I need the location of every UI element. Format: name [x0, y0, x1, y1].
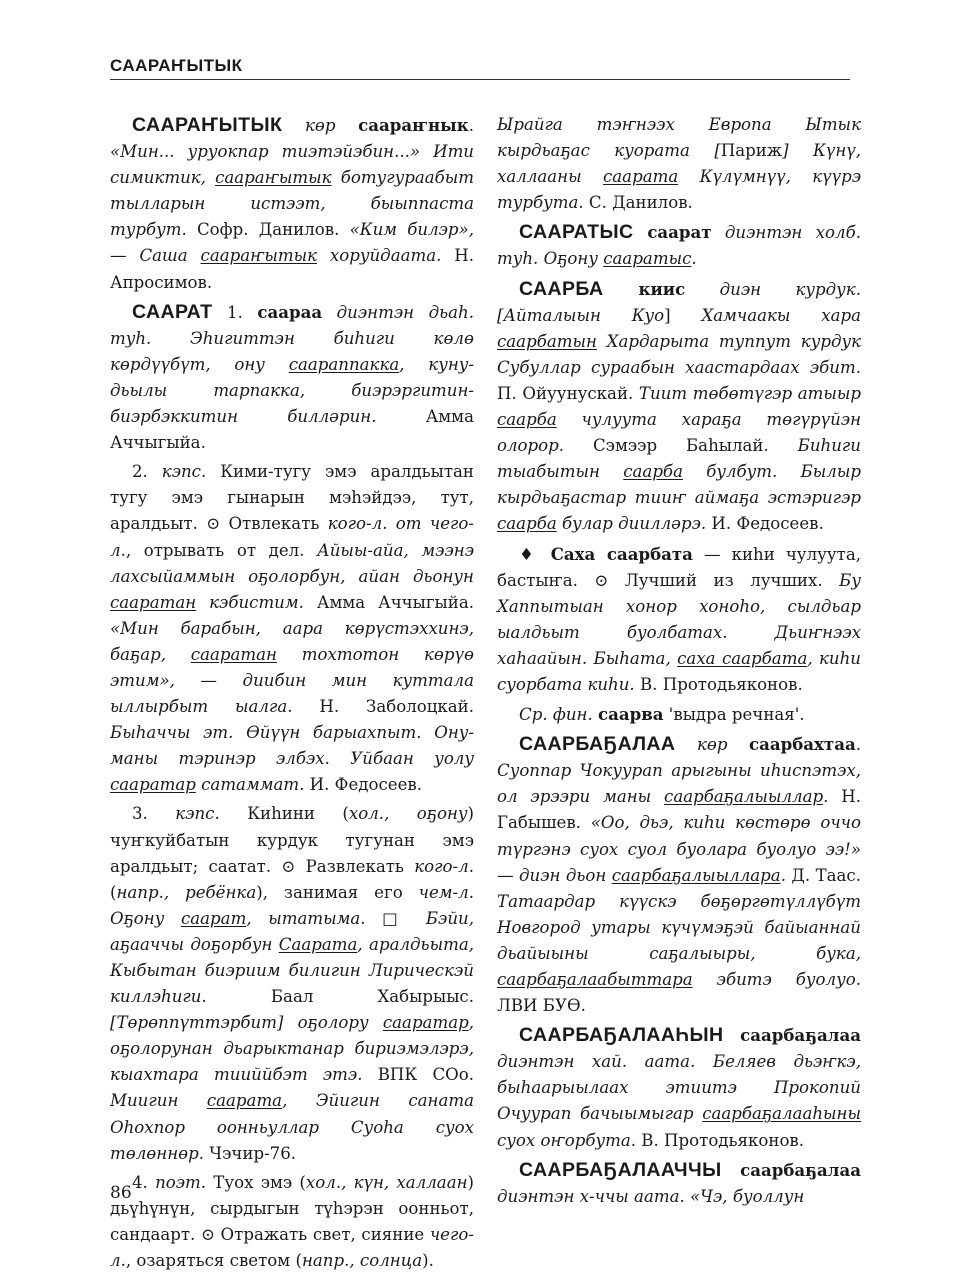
example-word: саараппакка	[288, 354, 400, 374]
text: диэнтэн дьаһ. туһ.	[110, 302, 474, 348]
source: Сэмээр Баһылай.	[564, 436, 798, 456]
quote: «Ким билэр», — Саша	[110, 220, 474, 266]
headword: СААРБАҔАЛААҺЫН	[519, 1024, 724, 1047]
text: диэнтэн х-ччы аата.	[497, 1186, 691, 1206]
quote: [Төрөппүттэрбит] оҕолору	[110, 1013, 383, 1033]
gloss: хол., оҕону	[348, 804, 468, 824]
quote: булар диилләрэ.	[556, 514, 707, 534]
idiom-marker: ♦	[519, 544, 551, 564]
example-word: саарата	[206, 1091, 283, 1111]
example-word: саарбаҕалыыллар	[664, 787, 824, 807]
example-word: саарат	[180, 908, 247, 928]
text: диэн курдук. [	[497, 279, 861, 325]
gloss: кого-л. от чего-л.	[110, 514, 474, 560]
text: , отрывать от дел.	[125, 540, 318, 560]
entry-saarbagalaachchy	[497, 1157, 861, 1210]
gloss: Париж	[720, 141, 783, 161]
quote: Бэйи, аҕааччы доҕорбун	[110, 908, 474, 954]
source: Н. Заболоцкай.	[292, 697, 475, 717]
right-column	[497, 112, 861, 1213]
text: — киһи чулуута, бастыҥа. ⊙ Лучший из лучших.	[497, 544, 861, 590]
quote: Хамчаакы хара	[701, 305, 862, 325]
cross-ref: киис	[603, 278, 686, 299]
quote: булбут. Былыр кырдьаҕастар тииҥ аймаҕа эстэригэр	[497, 462, 861, 508]
quote: Күлүмнүү, күүрэ турбута.	[497, 167, 862, 213]
source: Амма Аччыгыйа.	[303, 592, 474, 612]
headword: СААРБАҔАЛАА	[519, 733, 676, 756]
quote: Беляев дьэҥкэ, быһаарыылаах этиитэ Прокопий Очуурап бачыымыгар	[497, 1052, 861, 1124]
quote: , куну-дьылы тарпакка, биэрэргитин-биэрбэккитин билләрин.	[110, 354, 475, 427]
quote: Эһигиттэн биһиги көлө көрдүүбүт, ону	[110, 328, 474, 374]
quote: «Мин барабын, аара көрүстэххинэ, баҕар,	[110, 618, 474, 664]
text: көр	[282, 116, 359, 135]
example-word: саараҥытык	[200, 246, 318, 266]
quote: ботугураабыт тылларын истээт, быыппаста турбут.	[110, 168, 474, 240]
example-word: саарбатын	[497, 331, 597, 351]
entry-saarbagalaahyn	[497, 1022, 861, 1153]
quote: Быһаччы эт. Өйүүн барыахпыт. Ону-маны тэринэр элбэх. Уйбаан уолу	[110, 723, 474, 769]
entry-saarat-4	[110, 1170, 474, 1274]
source: И. Федосеев.	[706, 514, 824, 534]
text: ), занимая его	[256, 882, 419, 902]
source: В. Протодьяконов.	[634, 674, 803, 694]
cross-ref: саараа	[257, 301, 323, 322]
quote: кэбистим.	[196, 592, 304, 612]
text: .	[468, 116, 474, 135]
quote: Ырайга тэҥнээх Европа Ытык кырдьаҕас куората [	[497, 115, 861, 161]
text: ) дьүһүнүн, сырдыгын түһэрэн оонньот, сандаарт. ⊙ Отражать свет, сияние	[110, 1172, 474, 1244]
sense-number: 2.	[132, 462, 162, 482]
entry-saarat-3	[110, 801, 474, 1166]
entry-saarat-2	[110, 459, 474, 798]
example-word: саарба	[623, 462, 683, 482]
example-word: саарбаҕалыыллара	[611, 865, 781, 885]
quote: , ытатыма.	[246, 908, 366, 928]
page-number: 86	[110, 1183, 132, 1203]
quote: Оҕону	[543, 249, 604, 269]
quote: Суоппар Чокуурап арыгыны иһиспэтэх, ол эрээри маны	[497, 761, 861, 807]
source: Баал Хабырыыс.	[206, 987, 474, 1007]
quote: суох оҥорбута.	[497, 1130, 637, 1150]
gloss: напр., ребёнка	[116, 882, 257, 902]
quote: Тиит төбөтүгэр атыыр	[638, 383, 861, 403]
quote: , оҕолорунан дьарыктанар бириэмэлэрэ, кыахтара тииййбэт этэ.	[110, 1013, 474, 1085]
gloss: хол., күн, халлаан	[305, 1172, 468, 1192]
label: поэт.	[155, 1172, 207, 1192]
headword: СААРАТЫС	[519, 221, 634, 244]
cognate: саарва	[598, 704, 664, 725]
sense-number: 4.	[132, 1172, 156, 1192]
label: Ср. фин.	[519, 705, 593, 725]
quote: Айталыын Куо	[503, 305, 665, 325]
quote: .	[823, 787, 829, 807]
quote: хоруйдаата.	[317, 246, 442, 266]
cross-ref: саараҥнык	[358, 115, 469, 135]
text: , озаряться светом (	[125, 1251, 302, 1271]
cross-ref: саарбахтаа	[749, 734, 856, 755]
quote: Миигин	[110, 1091, 207, 1111]
quote: , аралдьыта, Кыбытан биэриим билигин Лирическэй киллэһиги.	[110, 934, 474, 1007]
example-word: саарбаҕалаабыттара	[497, 970, 693, 989]
quote: , киһи суорбата киһи.	[497, 648, 861, 694]
text: .	[691, 249, 697, 269]
source: П. Ойуунускай.	[497, 383, 639, 403]
source: В. Протодьяконов.	[636, 1130, 805, 1150]
text: □	[365, 908, 426, 928]
entry-compare	[497, 701, 861, 728]
left-column	[110, 112, 474, 1277]
text: ) чуҥкуйбатын курдук тугунан эмэ аралдьыт; саатат. ⊙ Развлекать	[110, 804, 475, 876]
quote: «Чэ, буоллун	[690, 1186, 805, 1206]
example-word: сааратан	[190, 644, 277, 664]
running-header: СААРАҤЫТЫК	[110, 56, 243, 75]
quote: Оҕону	[110, 908, 181, 928]
source: Н. Апросимов.	[110, 246, 474, 292]
example-word: сааратар	[382, 1013, 469, 1033]
text: .	[855, 735, 861, 755]
quote: Татаардар күүскэ бөҕөргөтүллүбүт Новгород утары күчүмэҕэй байыаннай дьайыыны саҕалыыры, бука,	[497, 891, 861, 963]
example-word: сааратар	[110, 775, 196, 795]
quote: ] Күнү, халлааны	[497, 141, 861, 187]
example-word: саарба	[497, 410, 557, 430]
label: кэпс.	[175, 804, 220, 824]
headword: СААРБАҔАЛААЧЧЫ	[519, 1158, 722, 1181]
source: ВПК СОо.	[362, 1065, 475, 1085]
entry-continuation	[497, 112, 861, 216]
source: Д. Таас.	[785, 865, 861, 885]
cross-ref: саарат	[633, 222, 712, 243]
quote: «Мин... уруокпар тиэтэйэбин...» Ити симиктик,	[110, 142, 474, 188]
cross-ref: саарбаҕалаа	[723, 1025, 861, 1046]
gloss: напр., солнца	[301, 1251, 423, 1271]
header-rule	[110, 79, 850, 80]
entry-saha-saarbata	[497, 541, 861, 699]
quote: Айыы-айа, мээнэ лахсыйаммын оҕолорбун, айан дьонун	[110, 540, 474, 586]
example-word: сааратыс	[603, 249, 692, 269]
example-word: сааратан	[110, 592, 197, 612]
example-word: Саарата	[278, 934, 358, 954]
headword: СААРАТ	[132, 300, 213, 323]
text: 'выдра речная'.	[663, 705, 805, 725]
text: диэнтэн хай. аата.	[497, 1052, 713, 1072]
sense-number: 1.	[212, 302, 258, 322]
source: Софр. Данилов.	[186, 220, 350, 240]
quote: Бу Хаппытыан хонор хоноһо, сылдьар ыалдьыт буолбатах. Дьиҥнээх хаһаайын. Быһата,	[497, 570, 861, 668]
quote: тохтотон көрүө этим», — диибин мин куттала ыллырбыт ыалга.	[110, 644, 474, 717]
example-word: саха саарбата	[677, 648, 808, 668]
label: кэпс.	[161, 462, 207, 482]
source: С. Данилов.	[583, 193, 693, 213]
text: ]	[664, 305, 702, 325]
source: Амма Аччыгыйа.	[110, 407, 474, 453]
headword: СААРБА	[519, 277, 604, 300]
quote: эбитэ буолуо.	[692, 970, 861, 989]
quote: чулуута хараҕа төгүрүйэн олорор.	[497, 410, 861, 456]
example-word: саарата	[603, 167, 679, 187]
example-word: саарба	[497, 514, 557, 534]
source: И. Федосеев.	[304, 775, 423, 795]
text: Киһини (	[219, 804, 349, 824]
entry-saarbagalaa	[497, 731, 861, 1019]
idiom: Саха саарбата	[550, 543, 693, 564]
text: Туох эмэ (	[206, 1172, 306, 1192]
entry-saarba	[497, 276, 861, 538]
example-word: саарбаҕалааһыны	[702, 1104, 861, 1124]
text: диэнтэн холб. туһ.	[497, 223, 861, 269]
text: Кими-тугу эмэ аралдьытан тугу эмэ гынарын мэһэйдээ, тут, аралдьыт. ⊙ Отвлекать	[110, 462, 474, 534]
sense-number: 3.	[132, 804, 176, 824]
text: көр	[675, 735, 749, 755]
example-word: саараҥытык	[215, 168, 332, 188]
quote: .	[780, 865, 786, 885]
headword: СААРАҤЫТЫК	[132, 114, 283, 136]
text: ).	[422, 1251, 434, 1271]
quote: , Эйигин саната Оһохпор оонньуллар Суоһа суох төлөннөр.	[110, 1091, 474, 1163]
quote: сатаммат.	[195, 775, 305, 795]
quote: «Оо, дьэ, киһи көстөрө оччо түргэнэ суох суол буолара буолуо ээ!» — диэн дьон	[497, 813, 861, 885]
entry-saarangytyk	[110, 112, 474, 296]
cross-ref: саарбаҕалаа	[721, 1159, 861, 1180]
entry-saaratys	[497, 219, 861, 272]
source: Чэчир-76.	[204, 1143, 297, 1163]
gloss: чего-л.	[110, 1224, 474, 1271]
source: Н. Габышев.	[497, 787, 861, 833]
gloss: кого-л.	[414, 856, 474, 876]
text: (	[110, 882, 117, 902]
source: ЛВИ БУӨ.	[497, 996, 586, 1016]
quote: Биһиги тыабытын	[497, 436, 861, 482]
gloss: чем-л.	[418, 882, 474, 902]
entry-saarat-1	[110, 299, 474, 457]
quote: Хардарыта туппут курдук Субуллар сураабын хаастардаах эбит.	[497, 331, 861, 377]
